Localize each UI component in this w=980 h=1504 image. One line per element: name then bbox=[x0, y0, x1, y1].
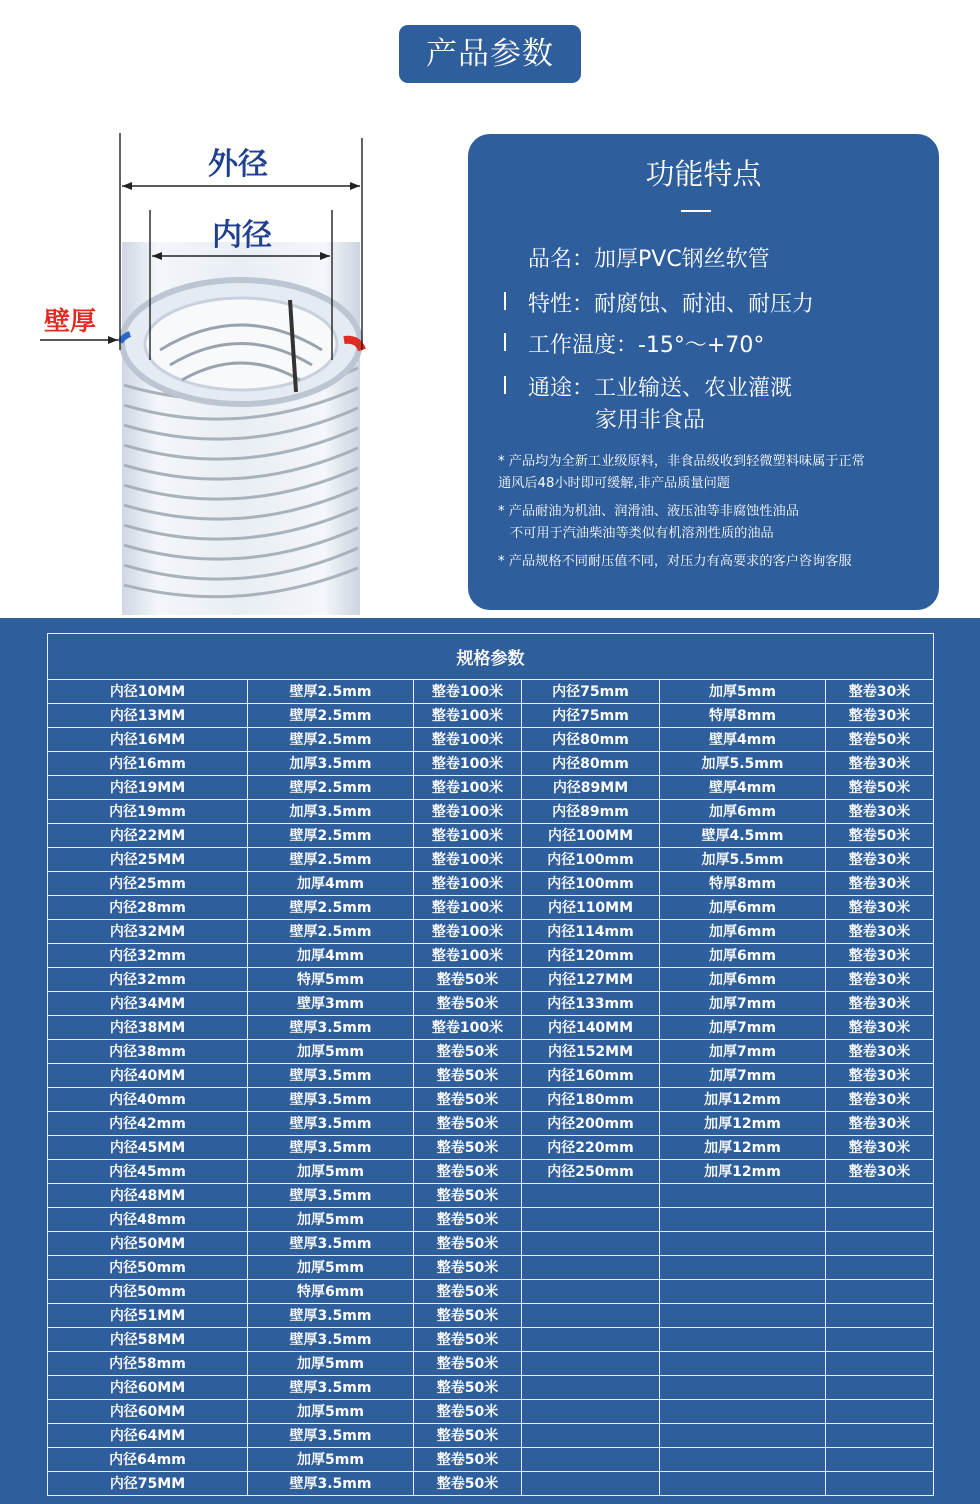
table-row bbox=[48, 704, 934, 728]
spec-table-title: 规格参数 bbox=[48, 634, 934, 680]
table-cell: 整卷50米 bbox=[414, 1136, 522, 1160]
table-cell bbox=[826, 1352, 934, 1376]
table-cell: 整卷100米 bbox=[414, 776, 522, 800]
table-cell: 内径32mm bbox=[48, 968, 248, 992]
table-cell: 整卷50米 bbox=[414, 1040, 522, 1064]
table-cell: 整卷100米 bbox=[414, 752, 522, 776]
table-cell: 加厚5mm bbox=[248, 1400, 414, 1424]
table-cell: 整卷50米 bbox=[826, 776, 934, 800]
table-row bbox=[48, 1328, 934, 1352]
table-cell: 整卷50米 bbox=[414, 1064, 522, 1088]
table-cell bbox=[522, 1328, 660, 1352]
table-cell: 整卷50米 bbox=[414, 1304, 522, 1328]
table-row bbox=[48, 1256, 934, 1280]
table-cell: 加厚7mm bbox=[660, 1016, 826, 1040]
table-cell: 壁厚3.5mm bbox=[248, 1304, 414, 1328]
table-row bbox=[48, 1208, 934, 1232]
table-cell: 内径140MM bbox=[522, 1016, 660, 1040]
bullet-bar bbox=[504, 333, 506, 351]
table-cell bbox=[826, 1448, 934, 1472]
table-cell: 整卷50米 bbox=[414, 1184, 522, 1208]
table-cell: 加厚6mm bbox=[660, 920, 826, 944]
table-cell: 整卷50米 bbox=[414, 968, 522, 992]
table-cell: 整卷30米 bbox=[826, 1064, 934, 1088]
note-line: * 产品均为全新工业级原料，非食品级收到轻微塑料味属于正常 bbox=[498, 454, 865, 469]
table-row bbox=[48, 968, 934, 992]
table-cell: 内径75MM bbox=[48, 1472, 248, 1496]
table-row bbox=[48, 1352, 934, 1376]
table-cell: 整卷50米 bbox=[414, 1208, 522, 1232]
table-cell: 整卷50米 bbox=[414, 1160, 522, 1184]
table-cell: 内径32mm bbox=[48, 944, 248, 968]
table-cell: 壁厚2.5mm bbox=[248, 728, 414, 752]
table-cell: 内径152MM bbox=[522, 1040, 660, 1064]
table-cell: 内径16mm bbox=[48, 752, 248, 776]
table-cell: 整卷30米 bbox=[826, 1088, 934, 1112]
table-cell bbox=[826, 1280, 934, 1304]
table-cell: 加厚7mm bbox=[660, 992, 826, 1016]
table-cell bbox=[826, 1424, 934, 1448]
table-cell: 加厚12mm bbox=[660, 1112, 826, 1136]
table-cell: 内径100MM bbox=[522, 824, 660, 848]
outer-diameter-label: 外径 bbox=[208, 147, 268, 182]
table-cell: 内径48MM bbox=[48, 1184, 248, 1208]
spec-table bbox=[47, 633, 934, 1496]
table-cell bbox=[660, 1400, 826, 1424]
inner-diameter-label: 内径 bbox=[212, 218, 272, 253]
table-row bbox=[48, 1232, 934, 1256]
table-cell: 壁厚2.5mm bbox=[248, 824, 414, 848]
table-cell: 整卷50米 bbox=[414, 1112, 522, 1136]
table-cell: 整卷30米 bbox=[826, 992, 934, 1016]
table-cell: 内径28mm bbox=[48, 896, 248, 920]
table-cell: 内径45MM bbox=[48, 1136, 248, 1160]
table-cell: 特厚5mm bbox=[248, 968, 414, 992]
table-cell: 壁厚3.5mm bbox=[248, 1472, 414, 1496]
table-cell: 内径110MM bbox=[522, 896, 660, 920]
table-cell: 内径220mm bbox=[522, 1136, 660, 1160]
table-cell: 加厚5mm bbox=[248, 1352, 414, 1376]
table-cell: 加厚3.5mm bbox=[248, 752, 414, 776]
table-row bbox=[48, 1136, 934, 1160]
table-cell: 整卷100米 bbox=[414, 872, 522, 896]
table-cell bbox=[826, 1472, 934, 1496]
table-row bbox=[48, 800, 934, 824]
table-cell: 整卷30米 bbox=[826, 896, 934, 920]
table-cell bbox=[660, 1424, 826, 1448]
table-cell: 整卷50米 bbox=[826, 824, 934, 848]
table-row bbox=[48, 1304, 934, 1328]
table-cell: 壁厚4.5mm bbox=[660, 824, 826, 848]
table-cell bbox=[826, 1208, 934, 1232]
table-cell bbox=[660, 1472, 826, 1496]
table-cell: 加厚5mm bbox=[248, 1448, 414, 1472]
table-cell: 壁厚4mm bbox=[660, 776, 826, 800]
table-row bbox=[48, 1064, 934, 1088]
table-cell: 壁厚3.5mm bbox=[248, 1184, 414, 1208]
table-cell: 整卷50米 bbox=[414, 1400, 522, 1424]
table-cell: 加厚3.5mm bbox=[248, 800, 414, 824]
table-cell bbox=[522, 1424, 660, 1448]
usage-line: 通途：工业输送、农业灌溉 bbox=[528, 376, 793, 401]
table-cell: 壁厚2.5mm bbox=[248, 848, 414, 872]
table-cell: 整卷100米 bbox=[414, 824, 522, 848]
table-cell bbox=[660, 1376, 826, 1400]
table-cell: 内径42mm bbox=[48, 1112, 248, 1136]
table-cell: 壁厚3.5mm bbox=[248, 1328, 414, 1352]
table-cell: 壁厚2.5mm bbox=[248, 920, 414, 944]
table-cell: 内径64mm bbox=[48, 1448, 248, 1472]
table-cell bbox=[660, 1208, 826, 1232]
table-cell: 整卷50米 bbox=[414, 1424, 522, 1448]
table-cell: 整卷50米 bbox=[414, 1352, 522, 1376]
table-row bbox=[48, 1112, 934, 1136]
table-cell: 整卷50米 bbox=[414, 1448, 522, 1472]
table-cell bbox=[522, 1280, 660, 1304]
bullet-bar bbox=[504, 376, 506, 394]
table-cell: 整卷30米 bbox=[826, 920, 934, 944]
table-cell: 整卷100米 bbox=[414, 944, 522, 968]
table-cell: 整卷50米 bbox=[414, 1280, 522, 1304]
table-row bbox=[48, 1040, 934, 1064]
table-cell: 加厚5mm bbox=[248, 1160, 414, 1184]
table-cell: 内径50mm bbox=[48, 1280, 248, 1304]
table-cell: 整卷30米 bbox=[826, 1112, 934, 1136]
table-cell: 整卷30米 bbox=[826, 1136, 934, 1160]
table-cell: 内径180mm bbox=[522, 1088, 660, 1112]
table-cell: 内径160mm bbox=[522, 1064, 660, 1088]
table-cell: 整卷30米 bbox=[826, 968, 934, 992]
table-row bbox=[48, 944, 934, 968]
table-cell bbox=[522, 1256, 660, 1280]
wall-thickness-label: 壁厚 bbox=[43, 307, 97, 337]
table-cell: 内径60MM bbox=[48, 1400, 248, 1424]
table-cell: 特厚6mm bbox=[248, 1280, 414, 1304]
table-row bbox=[48, 848, 934, 872]
table-cell: 内径19mm bbox=[48, 800, 248, 824]
table-cell: 内径25MM bbox=[48, 848, 248, 872]
table-cell: 内径22MM bbox=[48, 824, 248, 848]
table-cell: 内径32MM bbox=[48, 920, 248, 944]
table-cell: 内径58mm bbox=[48, 1352, 248, 1376]
table-cell: 内径34MM bbox=[48, 992, 248, 1016]
table-cell: 加厚12mm bbox=[660, 1088, 826, 1112]
table-cell: 壁厚3mm bbox=[248, 992, 414, 1016]
table-row bbox=[48, 920, 934, 944]
table-cell: 内径48mm bbox=[48, 1208, 248, 1232]
table-row bbox=[48, 1088, 934, 1112]
table-cell: 加厚4mm bbox=[248, 872, 414, 896]
table-cell: 整卷50米 bbox=[414, 1376, 522, 1400]
bullet-bar bbox=[504, 292, 506, 310]
table-cell: 壁厚2.5mm bbox=[248, 704, 414, 728]
table-cell: 整卷50米 bbox=[414, 1232, 522, 1256]
table-cell: 内径50mm bbox=[48, 1256, 248, 1280]
table-cell: 壁厚3.5mm bbox=[248, 1232, 414, 1256]
table-cell bbox=[826, 1400, 934, 1424]
table-row bbox=[48, 776, 934, 800]
table-cell: 加厚5mm bbox=[248, 1256, 414, 1280]
table-cell: 内径40mm bbox=[48, 1088, 248, 1112]
table-cell: 内径40MM bbox=[48, 1064, 248, 1088]
table-cell: 特厚8mm bbox=[660, 704, 826, 728]
table-cell: 整卷30米 bbox=[826, 752, 934, 776]
table-cell: 内径127MM bbox=[522, 968, 660, 992]
table-cell: 加厚5mm bbox=[660, 680, 826, 704]
table-cell: 内径89mm bbox=[522, 800, 660, 824]
features-card bbox=[468, 134, 939, 610]
table-cell: 特厚8mm bbox=[660, 872, 826, 896]
title-divider bbox=[681, 210, 711, 212]
table-cell bbox=[522, 1376, 660, 1400]
table-row bbox=[48, 1400, 934, 1424]
table-cell: 内径10MM bbox=[48, 680, 248, 704]
product-name-line: 品名：加厚PVC钢丝软管 bbox=[528, 247, 770, 272]
spec-section bbox=[0, 618, 980, 1504]
table-cell: 整卷100米 bbox=[414, 728, 522, 752]
table-cell bbox=[826, 1256, 934, 1280]
table-cell: 内径38MM bbox=[48, 1016, 248, 1040]
table-cell: 内径38mm bbox=[48, 1040, 248, 1064]
table-cell: 内径200mm bbox=[522, 1112, 660, 1136]
table-cell bbox=[826, 1184, 934, 1208]
table-cell: 整卷50米 bbox=[414, 1328, 522, 1352]
table-row bbox=[48, 896, 934, 920]
table-cell: 整卷100米 bbox=[414, 680, 522, 704]
table-row bbox=[48, 1424, 934, 1448]
table-cell bbox=[522, 1232, 660, 1256]
table-row bbox=[48, 1160, 934, 1184]
table-cell: 整卷100米 bbox=[414, 1016, 522, 1040]
table-row bbox=[48, 992, 934, 1016]
table-cell: 加厚4mm bbox=[248, 944, 414, 968]
table-cell: 整卷30米 bbox=[826, 1040, 934, 1064]
table-cell bbox=[522, 1208, 660, 1232]
table-cell: 壁厚3.5mm bbox=[248, 1112, 414, 1136]
table-cell: 整卷50米 bbox=[414, 1256, 522, 1280]
table-cell: 整卷30米 bbox=[826, 800, 934, 824]
table-row bbox=[48, 1016, 934, 1040]
table-cell: 整卷30米 bbox=[826, 872, 934, 896]
table-cell: 内径51MM bbox=[48, 1304, 248, 1328]
table-row bbox=[48, 1472, 934, 1496]
table-cell: 整卷30米 bbox=[826, 944, 934, 968]
table-cell: 整卷30米 bbox=[826, 1016, 934, 1040]
table-cell: 内径58MM bbox=[48, 1328, 248, 1352]
table-cell: 加厚12mm bbox=[660, 1136, 826, 1160]
table-row bbox=[48, 680, 934, 704]
table-cell: 加厚12mm bbox=[660, 1160, 826, 1184]
table-cell: 内径50MM bbox=[48, 1232, 248, 1256]
table-cell: 内径80mm bbox=[522, 728, 660, 752]
table-cell: 壁厚3.5mm bbox=[248, 1424, 414, 1448]
table-cell: 内径100mm bbox=[522, 872, 660, 896]
table-cell: 整卷100米 bbox=[414, 920, 522, 944]
table-cell: 内径60MM bbox=[48, 1376, 248, 1400]
table-cell bbox=[522, 1352, 660, 1376]
table-cell: 整卷30米 bbox=[826, 704, 934, 728]
table-cell bbox=[660, 1280, 826, 1304]
note-line: * 产品耐油为机油、润滑油、液压油等非腐蚀性油品 bbox=[498, 504, 799, 519]
table-row bbox=[48, 824, 934, 848]
table-cell: 加厚6mm bbox=[660, 968, 826, 992]
table-cell: 加厚6mm bbox=[660, 800, 826, 824]
table-cell: 加厚5mm bbox=[248, 1040, 414, 1064]
table-cell: 内径13MM bbox=[48, 704, 248, 728]
table-cell bbox=[826, 1304, 934, 1328]
table-cell: 整卷30米 bbox=[826, 1160, 934, 1184]
table-cell bbox=[660, 1184, 826, 1208]
note-line: 通风后48小时即可缓解,非产品质量问题 bbox=[498, 476, 730, 491]
table-cell: 壁厚3.5mm bbox=[248, 1376, 414, 1400]
table-cell: 内径89MM bbox=[522, 776, 660, 800]
table-cell: 内径75mm bbox=[522, 704, 660, 728]
table-cell: 内径16MM bbox=[48, 728, 248, 752]
table-cell: 整卷50米 bbox=[414, 1472, 522, 1496]
table-cell: 整卷50米 bbox=[826, 728, 934, 752]
table-cell bbox=[826, 1376, 934, 1400]
table-cell bbox=[522, 1304, 660, 1328]
temperature-line: 工作温度：-15°～+70° bbox=[528, 333, 765, 358]
table-cell bbox=[826, 1232, 934, 1256]
table-cell: 加厚7mm bbox=[660, 1064, 826, 1088]
table-cell: 整卷50米 bbox=[414, 992, 522, 1016]
table-cell bbox=[660, 1448, 826, 1472]
table-cell bbox=[660, 1328, 826, 1352]
table-cell: 壁厚2.5mm bbox=[248, 776, 414, 800]
property-line: 特性：耐腐蚀、耐油、耐压力 bbox=[528, 292, 815, 317]
table-row bbox=[48, 1280, 934, 1304]
table-cell: 内径114mm bbox=[522, 920, 660, 944]
table-cell bbox=[522, 1448, 660, 1472]
table-cell bbox=[660, 1304, 826, 1328]
table-cell: 整卷100米 bbox=[414, 848, 522, 872]
table-cell bbox=[660, 1256, 826, 1280]
note-line: 不可用于汽油柴油等类似有机溶剂性质的油品 bbox=[510, 526, 774, 541]
table-cell: 整卷100米 bbox=[414, 896, 522, 920]
table-cell: 壁厚2.5mm bbox=[248, 680, 414, 704]
table-cell: 内径120mm bbox=[522, 944, 660, 968]
table-cell: 内径45mm bbox=[48, 1160, 248, 1184]
features-title: 功能特点 bbox=[645, 157, 762, 191]
page-title: 产品参数 bbox=[399, 25, 581, 83]
table-cell: 加厚5mm bbox=[248, 1208, 414, 1232]
table-cell: 加厚7mm bbox=[660, 1040, 826, 1064]
table-cell bbox=[826, 1328, 934, 1352]
table-cell bbox=[522, 1400, 660, 1424]
usage-line-continued: 家用非食品 bbox=[595, 408, 706, 433]
table-cell: 整卷100米 bbox=[414, 800, 522, 824]
table-cell: 壁厚3.5mm bbox=[248, 1136, 414, 1160]
table-row bbox=[48, 1184, 934, 1208]
table-cell: 加厚6mm bbox=[660, 944, 826, 968]
table-cell: 壁厚2.5mm bbox=[248, 896, 414, 920]
table-cell: 内径25mm bbox=[48, 872, 248, 896]
table-cell bbox=[522, 1472, 660, 1496]
table-cell: 整卷50米 bbox=[414, 1088, 522, 1112]
table-cell bbox=[660, 1352, 826, 1376]
table-cell: 整卷30米 bbox=[826, 680, 934, 704]
table-cell: 内径64MM bbox=[48, 1424, 248, 1448]
table-cell: 内径133mm bbox=[522, 992, 660, 1016]
table-cell: 内径75mm bbox=[522, 680, 660, 704]
table-cell: 壁厚4mm bbox=[660, 728, 826, 752]
table-cell: 内径80mm bbox=[522, 752, 660, 776]
table-cell bbox=[522, 1184, 660, 1208]
note-line: * 产品规格不同耐压值不同，对压力有高要求的客户咨询客服 bbox=[498, 554, 852, 569]
table-cell: 壁厚3.5mm bbox=[248, 1088, 414, 1112]
table-row bbox=[48, 1376, 934, 1400]
table-cell: 加厚5.5mm bbox=[660, 848, 826, 872]
table-row bbox=[48, 872, 934, 896]
table-cell: 加厚5.5mm bbox=[660, 752, 826, 776]
table-cell: 内径250mm bbox=[522, 1160, 660, 1184]
table-cell: 壁厚3.5mm bbox=[248, 1016, 414, 1040]
table-cell: 内径19MM bbox=[48, 776, 248, 800]
table-row bbox=[48, 752, 934, 776]
hose-illustration bbox=[0, 100, 460, 615]
table-cell: 壁厚3.5mm bbox=[248, 1064, 414, 1088]
table-cell: 内径100mm bbox=[522, 848, 660, 872]
table-cell bbox=[660, 1232, 826, 1256]
table-cell: 加厚6mm bbox=[660, 896, 826, 920]
table-cell: 整卷30米 bbox=[826, 848, 934, 872]
table-row bbox=[48, 1448, 934, 1472]
table-cell: 整卷100米 bbox=[414, 704, 522, 728]
table-row bbox=[48, 728, 934, 752]
